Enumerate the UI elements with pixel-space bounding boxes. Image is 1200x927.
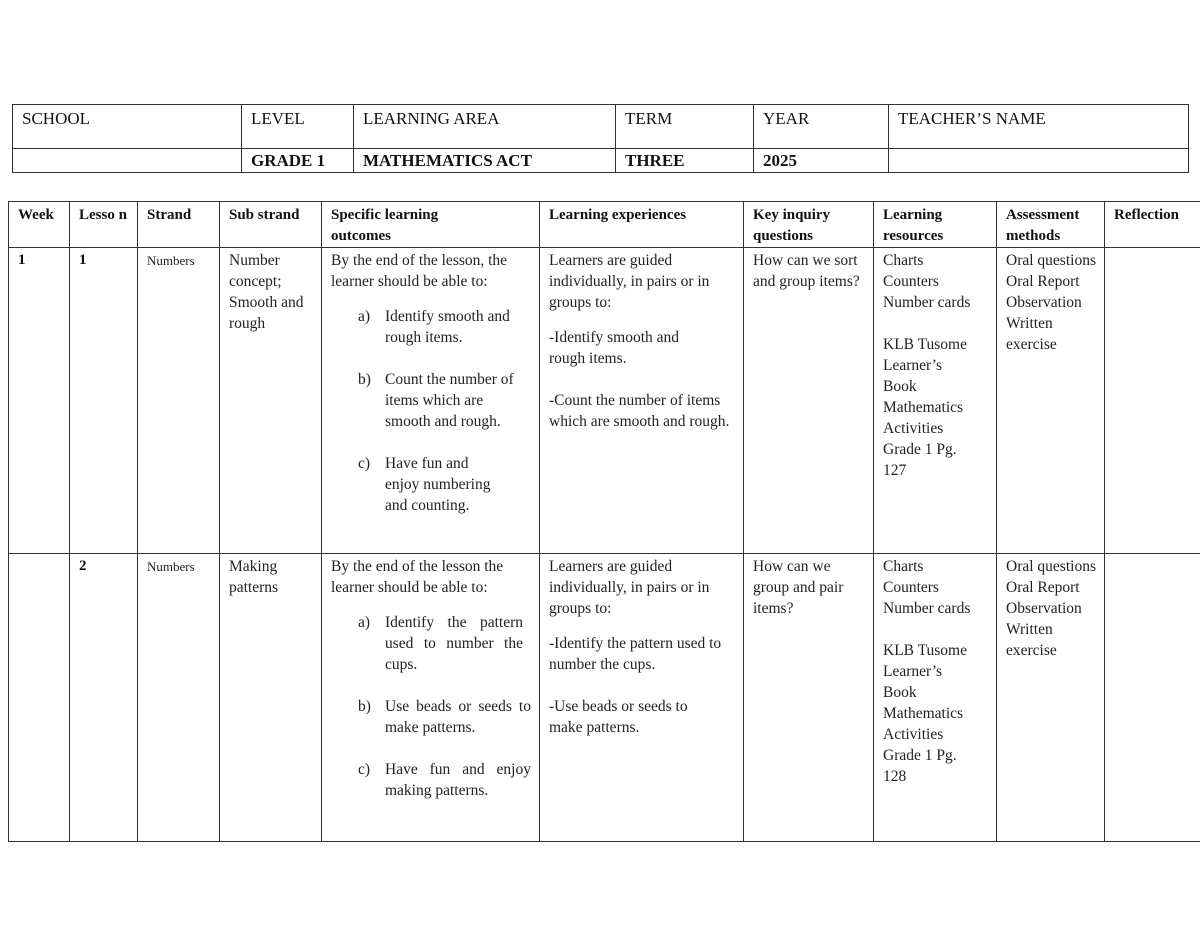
cell-inquiry: How can we sort and group items?: [744, 248, 874, 554]
list-item: [358, 759, 531, 801]
list-marker: b): [358, 371, 371, 388]
list-item: [358, 306, 531, 348]
cell-inquiry: How can we group and pair items?: [744, 554, 874, 842]
cell-strand: Numbers: [138, 248, 220, 554]
cell-week: 1: [9, 248, 70, 554]
cell-outcomes: [322, 248, 540, 554]
resource-item: Charts: [883, 558, 924, 575]
experiences-intro: Learners are guided individually, in pairs or in groups to:: [549, 252, 710, 311]
cell-resources: [874, 554, 997, 842]
list-marker: a): [358, 308, 371, 325]
cell-resources: [874, 248, 997, 554]
info-label-year: YEAR: [754, 105, 889, 149]
col-header-strand: Strand: [138, 202, 220, 248]
outcome-text: Use beads or seeds to make patterns.: [385, 698, 531, 736]
assessment-item: Oral Report: [1006, 273, 1080, 290]
experience-item: -Use beads or seeds to make patterns.: [549, 698, 688, 736]
col-header-assessment: Assessment methods: [997, 202, 1105, 248]
col-header-sub-strand: Sub strand: [220, 202, 322, 248]
info-table: [12, 104, 1189, 173]
assessment-item: Oral questions: [1006, 252, 1096, 269]
cell-experiences: [540, 248, 744, 554]
info-value-teacher-name: [889, 149, 1189, 173]
list-item: [358, 453, 531, 516]
cell-reflection: [1105, 248, 1200, 554]
resource-item: Charts: [883, 252, 924, 269]
list-item: [358, 612, 531, 675]
resource-book: KLB Tusome Learner’s Book Mathematics Activities Grade 1 Pg. 127: [883, 336, 967, 479]
cell-experiences: [540, 554, 744, 842]
experiences-intro: Learners are guided individually, in pairs or in groups to:: [549, 558, 710, 617]
cell-strand: Numbers: [138, 554, 220, 842]
assessment-item: Observation: [1006, 294, 1082, 311]
assessment-item: Oral questions: [1006, 558, 1096, 575]
info-value-term: THREE: [616, 149, 754, 173]
outcome-text: Count the number of items which are smooth and rough.: [385, 371, 514, 430]
table-row: [9, 248, 1200, 554]
cell-lesson: 1: [70, 248, 138, 554]
list-marker: c): [358, 761, 371, 778]
experience-item: -Identify smooth and rough items.: [549, 329, 680, 367]
col-header-outcomes: Specific learning outcomes: [322, 202, 540, 248]
info-value-school: [13, 149, 242, 173]
cell-sub-strand: Making patterns: [220, 554, 322, 842]
outcomes-list: [331, 306, 535, 516]
assessment-item: Written exercise: [1006, 315, 1057, 353]
experience-item: -Identify the pattern used to number the cups.: [549, 635, 722, 673]
assessment-item: Observation: [1006, 600, 1082, 617]
list-item: [358, 696, 531, 738]
outcomes-intro: By the end of the lesson, the learner should be able to:: [331, 252, 508, 290]
col-header-lesson: Lesso n: [70, 202, 138, 248]
outcome-text: Identify the pattern used to number the cups.: [385, 614, 523, 673]
col-header-experiences: Learning experiences: [540, 202, 744, 248]
info-header-row: [13, 105, 1189, 149]
assessment-item: Oral Report: [1006, 579, 1080, 596]
cell-reflection: [1105, 554, 1200, 842]
cell-assessment: [997, 248, 1105, 554]
col-header-resources: Learning resources: [874, 202, 997, 248]
col-header-inquiry: Key inquiry questions: [744, 202, 874, 248]
outcomes-list: [331, 612, 535, 801]
resource-item: Counters: [883, 579, 939, 596]
col-header-week: Week: [9, 202, 70, 248]
cell-outcomes: [322, 554, 540, 842]
resource-book: KLB Tusome Learner’s Book Mathematics Activities Grade 1 Pg. 128: [883, 642, 967, 785]
scheme-of-work-table: [8, 201, 1200, 842]
cell-week: [9, 554, 70, 842]
cell-assessment: [997, 554, 1105, 842]
experience-item: -Count the number of items which are smooth and rough.: [549, 392, 730, 430]
info-label-school: SCHOOL: [13, 105, 242, 149]
resource-item: Counters: [883, 273, 939, 290]
info-value-row: [13, 149, 1189, 173]
info-label-level: LEVEL: [242, 105, 354, 149]
outcome-text: Identify smooth and rough items.: [385, 308, 510, 346]
resource-item: Number cards: [883, 600, 971, 617]
table-row: [9, 554, 1200, 842]
outcomes-intro: By the end of the lesson the learner should be able to:: [331, 558, 504, 596]
info-label-teacher-name: TEACHER’S NAME: [889, 105, 1189, 149]
cell-lesson: 2: [70, 554, 138, 842]
list-marker: b): [358, 698, 371, 715]
info-value-year: 2025: [754, 149, 889, 173]
col-header-reflection: Reflection: [1105, 202, 1200, 248]
info-label-term: TERM: [616, 105, 754, 149]
cell-sub-strand: Number concept; Smooth and rough: [220, 248, 322, 554]
resource-item: Number cards: [883, 294, 971, 311]
info-value-learning-area: MATHEMATICS ACT: [354, 149, 616, 173]
outcome-text: Have fun and enjoy numbering and counting.: [385, 455, 491, 514]
scheme-header-row: [9, 202, 1200, 248]
list-item: [358, 369, 531, 432]
list-marker: a): [358, 614, 371, 631]
assessment-item: Written exercise: [1006, 621, 1057, 659]
list-marker: c): [358, 455, 371, 472]
outcome-text: Have fun and enjoy making patterns.: [385, 761, 531, 799]
info-label-learning-area: LEARNING AREA: [354, 105, 616, 149]
info-value-level: GRADE 1: [242, 149, 354, 173]
